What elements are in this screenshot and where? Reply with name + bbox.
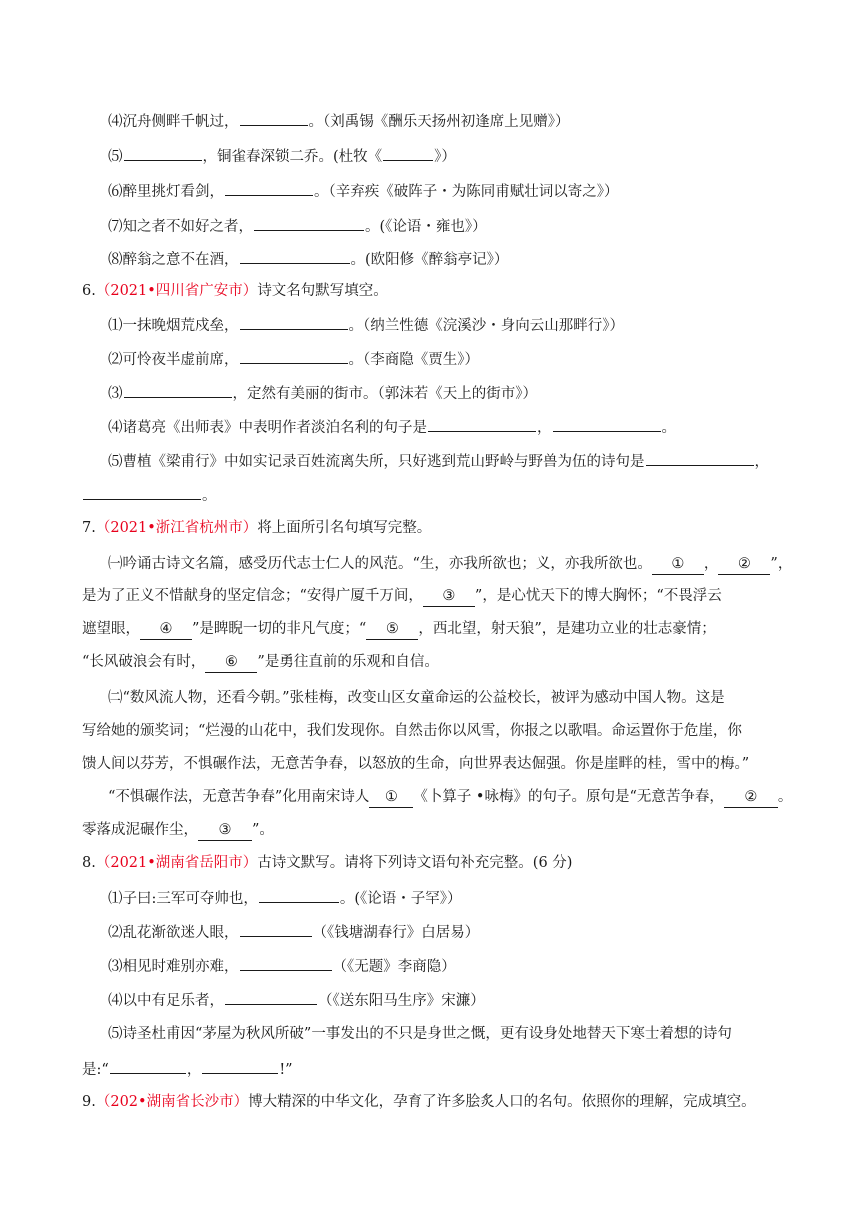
q7-p2-line2: 写给她的颁奖词；“烂漫的山花中，我们发现你。自然击你以风雪，你报之以歌唱。命运置你于危崖，你 [82, 723, 742, 739]
blank[interactable] [240, 314, 348, 330]
blank[interactable] [240, 110, 308, 126]
q8-item-2: ⑵乱花渐欲迷人眼， （《钱塘湖春行》白居易） [108, 921, 479, 943]
q6-source: （2021•四川省广安市） [95, 283, 258, 299]
q7-source: （2021•浙江省杭州市） [95, 520, 258, 536]
blank-1[interactable]: ① [369, 787, 413, 808]
q7-p3-line2: 零落成泥碾作尘， ③ ”。 [82, 820, 274, 841]
q8-item-3: ⑶相见时难别亦难， （《无题》李商隐） [108, 955, 456, 977]
blank[interactable] [202, 1058, 278, 1074]
q5-item-7: ⑺知之者不如好之者， 。(《论语・雍也》） [108, 215, 487, 237]
q7-p1-line2: 是为了正义不惜献身的坚定信念；“安得广厦千万间， ③ ”，是心忧天下的博大胸怀；“不畏浮云 [82, 586, 722, 607]
blank-2[interactable]: ② [724, 787, 778, 808]
q7-header: 7.（2021•浙江省杭州市）将上面所引名句填写完整。 [82, 520, 432, 536]
blank[interactable] [225, 989, 317, 1005]
blank[interactable] [124, 145, 202, 161]
blank[interactable] [110, 1058, 186, 1074]
q7-p1-line1: ㈠吟诵古诗文名篇，感受历代志士仁人的风范。“生，亦我所欲也；义，亦我所欲也。 ① ， ② ”， [108, 554, 792, 575]
blank-3[interactable]: ③ [198, 820, 252, 841]
q7-p1-line4: “长风破浪会有时， ⑥ ”是勇往直前的乐观和自信。 [82, 652, 439, 673]
q8-item-5: ⑸诗圣杜甫因“茅屋为秋风所破”一事发出的不只是身世之慨，更有设身处地替天下寒士着想的诗句 [108, 1026, 732, 1042]
blank[interactable] [428, 416, 536, 432]
blank[interactable] [240, 921, 312, 937]
q5-item-4: ⑷沉舟侧畔千帆过， 。（刘禹锡《酬乐天扬州初逢席上见赠》） [108, 110, 570, 132]
q9-source: （202•湖南省长沙市） [95, 1094, 249, 1110]
blank-4[interactable]: ④ [140, 619, 192, 640]
q6-item-1: ⑴一抹晚烟荒戍垒， 。（纳兰性德《浣溪沙・身向云山那畔行》） [108, 314, 624, 336]
q5-item-6: ⑹醉里挑灯看剑， 。（辛弃疾《破阵子・为陈同甫赋壮词以寄之》） [108, 180, 619, 202]
q6-item-4: ⑷诸葛亮《出师表》中表明作者淡泊名利的句子是 ， 。 [108, 416, 676, 438]
blank[interactable] [259, 887, 339, 903]
q6-item-2: ⑵可怜夜半虚前席， 。（李商隐《贾生》） [108, 348, 479, 370]
blank-2[interactable]: ② [718, 554, 770, 575]
blank[interactable] [646, 450, 754, 466]
blank[interactable] [124, 382, 232, 398]
q7-p2-line3: 馈人间以芬芳，不惧碾作法，无意苦争春，以怒放的生命，向世界表达倔强。你是崖畔的桂，雪中的梅。” [82, 756, 750, 772]
q8-item-5-cont: 是:“ ， !” [82, 1058, 293, 1080]
q9-header: 9.（202•湖南省长沙市）博大精深的中华文化，孕育了许多脍炙人口的名句。依照你的理解，完成填空。 [82, 1094, 756, 1110]
blank[interactable] [553, 416, 661, 432]
blank[interactable] [254, 215, 364, 231]
blank[interactable] [83, 484, 201, 500]
blank[interactable] [383, 145, 433, 161]
q8-item-4: ⑷以中有足乐者， （《送东阳马生序》宋濂） [108, 989, 485, 1011]
blank[interactable] [240, 955, 332, 971]
blank[interactable] [240, 248, 350, 264]
q8-item-1: ⑴子曰:三军可夺帅也， 。(《论语・子罕》） [108, 887, 462, 909]
q6-header: 6.（2021•四川省广安市）诗文名句默写填空。 [82, 283, 388, 299]
q7-p3-line1: “不惧碾作法，无意苦争春”化用南宋诗人 ① 《卜算子 •咏梅》的句子。原句是“无意苦争春， ② 。 [108, 787, 792, 808]
q5-item-5: ⑸ ，铜雀春深锁二乔。(杜牧《 》） [108, 145, 456, 167]
blank[interactable] [225, 180, 313, 196]
blank-3[interactable]: ③ [423, 586, 475, 607]
q7-p1-line3: 遮望眼， ④ ”是睥睨一切的非凡气度；“ ⑤ ，西北望，射天狼”，是建功立业的壮志豪情； [82, 619, 716, 640]
q7-p2-line1: ㈡“数风流人物，还看今朝。”张桂梅，改变山区女童命运的公益校长，被评为感动中国人物。这是 [108, 690, 725, 706]
q6-item-5: ⑸曹植《梁甫行》中如实记录百姓流离失所，只好逃到荒山野岭与野兽为伍的诗句是 ， [108, 450, 769, 472]
blank-1[interactable]: ① [652, 554, 704, 575]
blank-6[interactable]: ⑥ [205, 652, 257, 673]
blank-5[interactable]: ⑤ [366, 619, 418, 640]
q8-source: （2021•湖南省岳阳市） [95, 855, 258, 871]
q6-item-5-cont: 。 [82, 484, 217, 506]
q6-item-3: ⑶ ，定然有美丽的街市。（郭沫若《天上的街市》） [108, 382, 537, 404]
blank[interactable] [240, 348, 348, 364]
q8-header: 8.（2021•湖南省岳阳市）古诗文默写。请将下列诗文语句补充完整。(6 分) [82, 855, 573, 871]
q5-item-8: ⑻醉翁之意不在酒， 。(欧阳修《醉翁亭记》） [108, 248, 508, 270]
